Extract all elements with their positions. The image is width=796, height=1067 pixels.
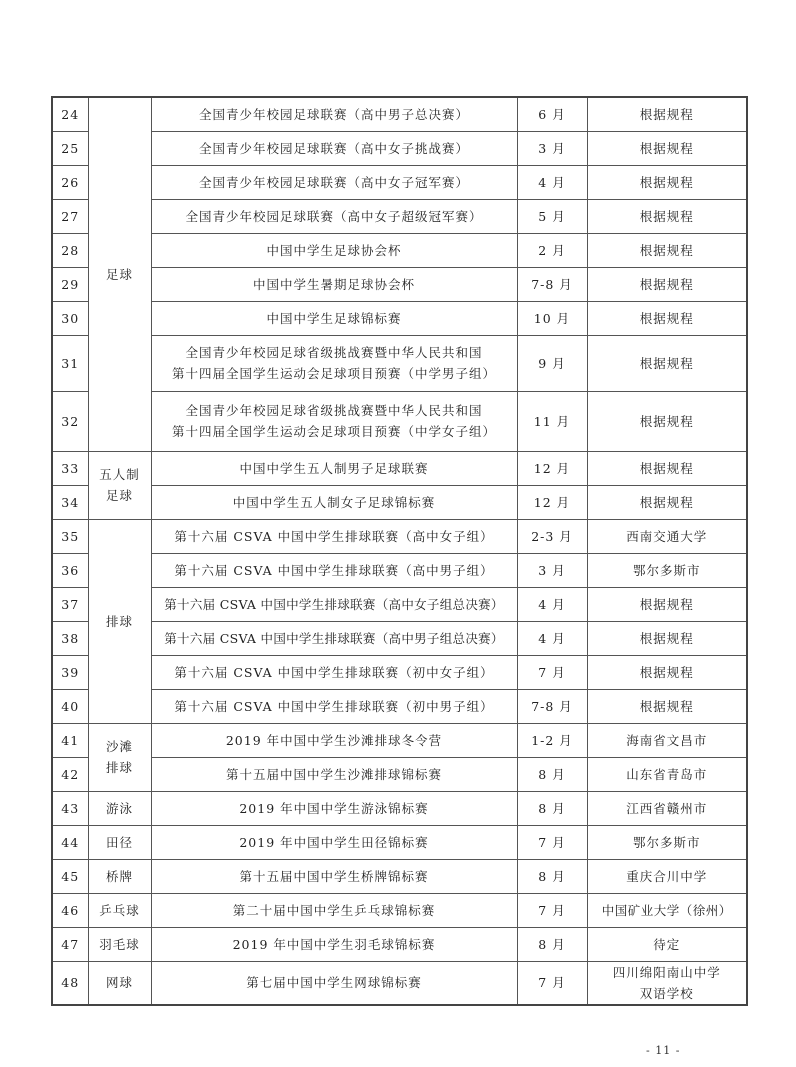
table-row: [52, 485, 747, 519]
competition-place: 根据规程: [587, 301, 747, 335]
row-number: 38: [52, 621, 88, 655]
table-row: [52, 621, 747, 655]
table-row: [52, 233, 747, 267]
category-cell: 田径: [88, 825, 151, 859]
competition-name: 第十六届 CSVA 中国中学生排球联赛（高中女子组总决赛）: [151, 587, 517, 621]
competition-time: 7-8 月: [517, 689, 587, 723]
row-number: 25: [52, 131, 88, 165]
row-number: 40: [52, 689, 88, 723]
competition-time: 7 月: [517, 825, 587, 859]
competition-name: 全国青少年校园足球联赛（高中女子冠军赛）: [151, 165, 517, 199]
competition-name: 2019 年中国中学生田径锦标赛: [151, 825, 517, 859]
place-line: 双语学校: [639, 985, 694, 1001]
competition-place: 根据规程: [587, 335, 747, 391]
competition-time: 12 月: [517, 451, 587, 485]
competition-name: 第二十届中国中学生乒乓球锦标赛: [151, 893, 517, 927]
competition-time: 1-2 月: [517, 723, 587, 757]
row-number: 27: [52, 199, 88, 233]
row-number: 24: [52, 97, 88, 131]
competition-place: 根据规程: [587, 689, 747, 723]
table-row: [52, 97, 747, 131]
competition-place: 鄂尔多斯市: [587, 825, 747, 859]
competition-place: 江西省赣州市: [587, 791, 747, 825]
competition-name: 第十五届中国中学生桥牌锦标赛: [151, 859, 517, 893]
row-number: 33: [52, 451, 88, 485]
table-row: [52, 131, 747, 165]
competition-name-line: 第十四届全国学生运动会足球项目预赛（中学男子组）: [171, 366, 496, 381]
competition-place: 重庆合川中学: [587, 859, 747, 893]
competition-name: 中国中学生足球协会杯: [151, 233, 517, 267]
table-row: [52, 267, 747, 301]
competition-name: 中国中学生暑期足球协会杯: [151, 267, 517, 301]
competition-name: 第十六届 CSVA 中国中学生排球联赛（初中女子组）: [151, 655, 517, 689]
competition-name: 全国青少年校园足球联赛（高中女子超级冠军赛）: [151, 199, 517, 233]
competition-time: 4 月: [517, 587, 587, 621]
row-number: 45: [52, 859, 88, 893]
category-line: 排球: [105, 760, 133, 775]
competition-time: 10 月: [517, 301, 587, 335]
competition-place: 中国矿业大学（徐州）: [587, 893, 747, 927]
row-number: 35: [52, 519, 88, 553]
competition-place: 根据规程: [587, 621, 747, 655]
competition-name: 第十六届 CSVA 中国中学生排球联赛（初中男子组）: [151, 689, 517, 723]
table-row: [52, 391, 747, 451]
competition-time: 9 月: [517, 335, 587, 391]
table-row: [52, 335, 747, 391]
table-row: [52, 927, 747, 961]
row-number: 42: [52, 757, 88, 791]
category-cell: 网球: [88, 961, 151, 1005]
category-cell: [88, 723, 151, 791]
table-row: [52, 859, 747, 893]
competition-time: 3 月: [517, 553, 587, 587]
competition-place: 待定: [587, 927, 747, 961]
competition-name-line: 全国青少年校园足球省级挑战赛暨中华人民共和国: [185, 345, 483, 360]
competition-time: 7 月: [517, 961, 587, 1005]
competition-schedule-table: [51, 96, 748, 1006]
category-cell: 乒乓球: [88, 893, 151, 927]
table-row: [52, 165, 747, 199]
category-cell: 游泳: [88, 791, 151, 825]
category-cell: 足球: [88, 97, 151, 451]
competition-name: 第十六届 CSVA 中国中学生排球联赛（高中男子组总决赛）: [151, 621, 517, 655]
competition-name-line: 全国青少年校园足球省级挑战赛暨中华人民共和国: [185, 403, 483, 418]
table-row: [52, 825, 747, 859]
competition-place: 根据规程: [587, 267, 747, 301]
competition-name: 第十六届 CSVA 中国中学生排球联赛（高中男子组）: [151, 553, 517, 587]
competition-name: [151, 335, 517, 391]
category-cell: 桥牌: [88, 859, 151, 893]
row-number: 47: [52, 927, 88, 961]
competition-time: 2-3 月: [517, 519, 587, 553]
table-row: [52, 757, 747, 791]
category-cell: 排球: [88, 519, 151, 723]
competition-name: 2019 年中国中学生沙滩排球冬令营: [151, 723, 517, 757]
category-line: 沙滩: [105, 739, 133, 754]
competition-place: 鄂尔多斯市: [587, 553, 747, 587]
table-row: [52, 553, 747, 587]
competition-place: 西南交通大学: [587, 519, 747, 553]
competition-time: 4 月: [517, 165, 587, 199]
table-row: [52, 451, 747, 485]
competition-name: [151, 391, 517, 451]
category-line: 五人制: [99, 467, 140, 482]
competition-place: 海南省文昌市: [587, 723, 747, 757]
row-number: 46: [52, 893, 88, 927]
row-number: 41: [52, 723, 88, 757]
row-number: 44: [52, 825, 88, 859]
row-number: 37: [52, 587, 88, 621]
competition-name: 全国青少年校园足球联赛（高中女子挑战赛）: [151, 131, 517, 165]
competition-name: 第十六届 CSVA 中国中学生排球联赛（高中女子组）: [151, 519, 517, 553]
category-cell: [88, 451, 151, 519]
competition-name: 中国中学生五人制女子足球锦标赛: [151, 485, 517, 519]
place-line: 四川绵阳南山中学: [612, 964, 721, 980]
competition-name: 中国中学生足球锦标赛: [151, 301, 517, 335]
table-row: [52, 791, 747, 825]
category-line: 足球: [105, 488, 133, 503]
table-row: [52, 723, 747, 757]
competition-place: 根据规程: [587, 97, 747, 131]
competition-place: [587, 961, 747, 1005]
row-number: 29: [52, 267, 88, 301]
competition-time: 11 月: [517, 391, 587, 451]
competition-time: 7 月: [517, 893, 587, 927]
row-number: 34: [52, 485, 88, 519]
competition-place: 根据规程: [587, 485, 747, 519]
competition-time: 7-8 月: [517, 267, 587, 301]
competition-place: 根据规程: [587, 451, 747, 485]
competition-time: 4 月: [517, 621, 587, 655]
table-row: [52, 199, 747, 233]
table-row: [52, 961, 747, 1005]
competition-name: 中国中学生五人制男子足球联赛: [151, 451, 517, 485]
table-row: [52, 301, 747, 335]
row-number: 28: [52, 233, 88, 267]
competition-name: 2019 年中国中学生游泳锦标赛: [151, 791, 517, 825]
row-number: 26: [52, 165, 88, 199]
table-row: [52, 655, 747, 689]
row-number: 39: [52, 655, 88, 689]
competition-name-line: 第十四届全国学生运动会足球项目预赛（中学女子组）: [171, 424, 496, 439]
competition-time: 12 月: [517, 485, 587, 519]
row-number: 48: [52, 961, 88, 1005]
competition-place: 根据规程: [587, 233, 747, 267]
competition-time: 8 月: [517, 927, 587, 961]
competition-name: 第十五届中国中学生沙滩排球锦标赛: [151, 757, 517, 791]
row-number: 43: [52, 791, 88, 825]
competition-time: 5 月: [517, 199, 587, 233]
competition-time: 6 月: [517, 97, 587, 131]
competition-time: 2 月: [517, 233, 587, 267]
table-row: [52, 519, 747, 553]
competition-name: 第七届中国中学生网球锦标赛: [151, 961, 517, 1005]
table-row: [52, 587, 747, 621]
competition-time: 8 月: [517, 859, 587, 893]
row-number: 31: [52, 335, 88, 391]
competition-place: 根据规程: [587, 165, 747, 199]
competition-place: 根据规程: [587, 655, 747, 689]
competition-place: 根据规程: [587, 131, 747, 165]
competition-time: 8 月: [517, 757, 587, 791]
competition-place: 根据规程: [587, 587, 747, 621]
competition-name: 全国青少年校园足球联赛（高中男子总决赛）: [151, 97, 517, 131]
table-row: [52, 689, 747, 723]
row-number: 36: [52, 553, 88, 587]
page-number: - 11 -: [646, 1044, 681, 1057]
category-cell: 羽毛球: [88, 927, 151, 961]
competition-name: 2019 年中国中学生羽毛球锦标赛: [151, 927, 517, 961]
competition-place: 根据规程: [587, 199, 747, 233]
competition-time: 7 月: [517, 655, 587, 689]
row-number: 30: [52, 301, 88, 335]
row-number: 32: [52, 391, 88, 451]
competition-time: 8 月: [517, 791, 587, 825]
competition-place: 山东省青岛市: [587, 757, 747, 791]
competition-place: 根据规程: [587, 391, 747, 451]
competition-time: 3 月: [517, 131, 587, 165]
table-row: [52, 893, 747, 927]
